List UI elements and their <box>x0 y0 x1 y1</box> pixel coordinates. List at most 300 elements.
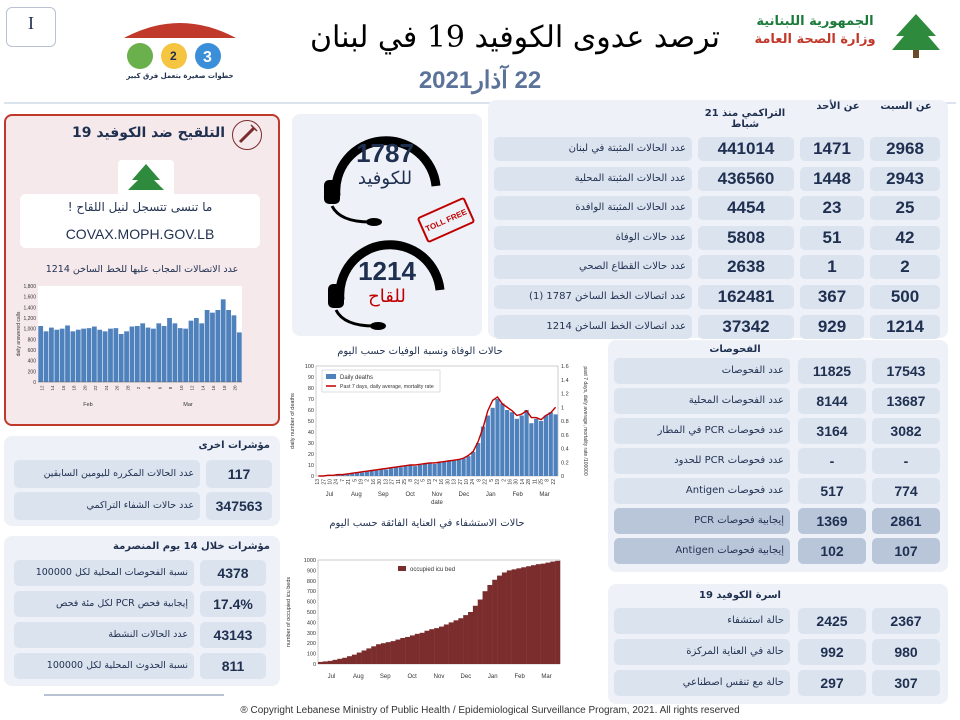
calls-bar <box>162 326 167 382</box>
stat-cumulative: 441014 <box>698 137 794 161</box>
calls-y-tick: 0 <box>33 380 36 386</box>
icu-bar <box>410 635 415 664</box>
icu-bar <box>371 646 376 664</box>
calls-bar <box>54 330 59 382</box>
vaccine-hotline-label: للقاح <box>368 286 406 307</box>
calls-x-tick: 28 <box>125 385 131 391</box>
stat-cumulative: 4454 <box>698 196 794 220</box>
icu-y-tick: 600 <box>306 599 316 606</box>
calls-bar <box>92 327 97 382</box>
svg-text:3: 3 <box>203 49 212 66</box>
stat-cumulative: 162481 <box>698 285 794 309</box>
calls-bar <box>130 327 135 382</box>
calls-bar <box>156 323 161 382</box>
icu-y-tick: 500 <box>306 610 316 616</box>
other-indicator-value: 347563 <box>206 492 272 520</box>
icu-month-label: Sep <box>379 674 391 680</box>
stat-sunday: 367 <box>800 285 864 309</box>
icu-bar <box>521 567 526 664</box>
deaths-x-tick: 16 <box>439 479 446 485</box>
deaths-x-tick: 27 <box>389 479 396 485</box>
calls-bar <box>151 329 156 382</box>
calls-bar <box>146 328 151 382</box>
icu-bar <box>386 642 391 664</box>
deaths-x-tick: 22 <box>482 479 489 485</box>
tests-title: الفحوصات <box>709 344 761 355</box>
stat-sunday: 1448 <box>800 167 864 191</box>
deaths-chart <box>286 358 592 522</box>
deaths-x-tick: 8 <box>408 479 415 482</box>
test-sunday: 3164 <box>798 418 866 444</box>
page-title: ترصد عدوى الكوفيد 19 في لبنان <box>309 20 721 55</box>
legend-label-deaths: Daily deaths <box>340 375 374 381</box>
deaths-x-tick: 19 <box>426 479 433 485</box>
icu-y-tick: 200 <box>306 641 316 648</box>
icu-y-tick: 400 <box>306 620 316 627</box>
deaths-bar <box>360 473 364 476</box>
deaths-x-tick: 5 <box>420 479 427 482</box>
campaign-slogan-ar: خطوات صغيرة بتعمل فرق كبير <box>126 72 234 80</box>
deaths-y-tick: 30 <box>307 441 314 447</box>
deaths-y2-tick: 0.2 <box>561 460 569 467</box>
test-sunday: 517 <box>798 478 866 504</box>
stat-sunday: 1 <box>800 255 864 279</box>
deaths-x-tick: 24 <box>470 479 477 485</box>
icu-y-tick: 1000 <box>303 558 316 564</box>
calls-bar <box>140 323 145 382</box>
calls-bar <box>178 328 183 382</box>
test-sunday: - <box>798 448 866 474</box>
stat-sunday: 23 <box>800 196 864 220</box>
icu-month-label: Jul <box>327 674 336 680</box>
calls-bar <box>167 318 172 382</box>
deaths-x-tick: 16 <box>507 479 514 485</box>
test-saturday: 13687 <box>872 388 940 414</box>
deaths-bar <box>549 412 553 476</box>
calls-y-tick: 1,200 <box>23 316 36 322</box>
toll-free-text: TOLL FREE <box>424 206 468 234</box>
deaths-bar <box>510 412 514 476</box>
calls-x-tick: 20 <box>232 385 238 391</box>
deaths-month-label: Dec <box>458 492 470 498</box>
test-saturday: 17543 <box>872 358 940 384</box>
icu-bar <box>555 561 560 664</box>
campaign-slogan-en: SMALL STEPS MAKE A BIG IMPACT <box>129 18 233 24</box>
calls-chart <box>14 278 254 418</box>
calls-bar <box>81 329 86 382</box>
calls-bar <box>215 310 220 382</box>
deaths-x-tick: 22 <box>550 479 557 485</box>
calls-bar <box>210 313 215 382</box>
calls-y-tick: 1,000 <box>23 326 36 333</box>
deaths-x-tick: 13 <box>451 479 458 485</box>
icu-bar <box>337 659 342 664</box>
bed-sunday: 992 <box>798 639 866 665</box>
stat-cumulative: 5808 <box>698 226 794 250</box>
calls-bar <box>119 334 124 382</box>
vaccine-registration-url[interactable]: COVAX.MOPH.GOV.LB <box>65 226 215 242</box>
stat-saturday: 25 <box>870 196 940 220</box>
deaths-x-tick: 19 <box>358 479 365 485</box>
deaths-y-tick: 90 <box>307 375 314 381</box>
calls-x-tick: 10 <box>178 385 184 391</box>
icu-bar <box>492 580 497 664</box>
calls-y-tick: 800 <box>27 337 36 344</box>
calls-y-tick: 1,800 <box>23 284 36 290</box>
icu-bar <box>444 624 449 664</box>
icu-bar <box>497 576 502 664</box>
deaths-x-tick: 16 <box>370 479 377 485</box>
icu-bar <box>328 661 333 664</box>
cedar-icon <box>890 10 942 62</box>
calls-month-label: Mar <box>183 402 193 408</box>
calls-x-tick: 6 <box>157 386 163 390</box>
deaths-x-tick: 2 <box>433 479 439 482</box>
icu-bar <box>395 640 400 664</box>
test-label: عدد فحوصات Antigen <box>614 478 790 504</box>
col-header-sunday: عن الأحد <box>816 101 860 112</box>
other-indicator-value: 117 <box>206 460 272 488</box>
icu-y-tick: 900 <box>306 568 316 575</box>
page-number: I <box>28 13 34 33</box>
deaths-month-label: Jul <box>325 492 334 498</box>
icu-y-tick: 800 <box>306 578 316 585</box>
test-label: عدد الفحوصات <box>614 358 790 384</box>
deaths-x-tick: 10 <box>464 479 471 485</box>
ministry-name-line1: الجمهورية اللبنانية <box>756 14 874 29</box>
deaths-month-label: Sep <box>377 492 389 498</box>
deaths-x-tick: 13 <box>315 479 322 485</box>
stat-saturday: 42 <box>870 226 940 250</box>
icu-month-label: Dec <box>460 674 472 680</box>
legend-swatch-icu <box>398 566 406 571</box>
deaths-bar <box>500 403 504 476</box>
calls-x-tick: 16 <box>211 385 217 391</box>
icu-bar <box>362 650 367 664</box>
icu-bar <box>526 566 531 664</box>
deaths-x-tick: 30 <box>445 479 452 485</box>
calls-bar <box>189 321 194 382</box>
deaths-y-tick: 60 <box>307 408 314 414</box>
calls-bar <box>226 310 231 382</box>
deaths-bar <box>476 443 480 476</box>
calls-bar <box>97 330 102 382</box>
calls-x-tick: 22 <box>93 385 99 391</box>
test-label: عدد فحوصات PCR للحدود <box>614 448 790 474</box>
other-indicators-title: مؤشرات اخرى <box>198 440 270 451</box>
deaths-bar <box>544 416 548 477</box>
calls-x-tick: 18 <box>221 385 227 391</box>
calls-bar <box>60 329 65 382</box>
icu-month-label: Oct <box>407 674 417 680</box>
icu-bar <box>449 622 454 664</box>
icu-bar <box>424 631 429 664</box>
icu-bar <box>541 564 546 664</box>
icu-month-label: Jan <box>487 674 498 680</box>
deaths-bar <box>413 466 417 476</box>
deaths-x-tick: 11 <box>532 479 539 485</box>
calls-bar <box>232 315 237 382</box>
calls-x-tick: 14 <box>200 385 206 391</box>
calls-x-tick: 4 <box>146 386 152 390</box>
legend-swatch-deaths <box>326 374 336 379</box>
stat-cumulative: 2638 <box>698 255 794 279</box>
icu-month-label: Feb <box>514 674 525 680</box>
deaths-bar <box>495 399 499 476</box>
deaths-bar <box>394 467 398 476</box>
calls-bar <box>65 325 70 382</box>
icu-bar <box>415 634 420 664</box>
icu-bar <box>429 629 434 664</box>
deaths-bar <box>462 458 466 476</box>
icu-bar <box>391 641 396 664</box>
deaths-y-tick: 40 <box>307 430 314 436</box>
syringe-icon <box>232 120 262 150</box>
deaths-y-tick: 70 <box>307 397 314 403</box>
calls-month-label: Feb <box>83 402 93 408</box>
deaths-bar <box>553 414 557 476</box>
stat-label: عدد اتصالات الخط الساخن 1787 (1) <box>494 285 692 309</box>
calls-chart-title: عدد الاتصالات المجاب عليها للخط الساخن 1214 <box>45 264 239 275</box>
icu-bar <box>487 585 492 664</box>
deaths-x-tick: 7 <box>339 479 346 482</box>
calls-x-tick: 18 <box>71 385 77 391</box>
deaths-bar <box>539 421 543 476</box>
legend-label-icu: occupied icu bed <box>410 567 456 573</box>
deaths-bar <box>529 423 533 476</box>
icu-bar <box>347 656 352 664</box>
legend-label-rate: Past 7 days, daily average, mortality rate <box>340 384 434 390</box>
icu-bar <box>531 565 536 664</box>
calls-y-tick: 600 <box>27 348 36 354</box>
icu-bar <box>400 638 405 664</box>
icu-bar <box>352 655 357 664</box>
icu-y-tick: 700 <box>306 589 316 596</box>
calls-bar <box>44 331 49 382</box>
report-date: 22 آذار2021 <box>418 67 542 94</box>
calls-bar <box>103 331 108 382</box>
deaths-x-label: date <box>431 500 443 506</box>
calls-bar <box>76 330 81 382</box>
icu-y-label: number of occupied icu beds <box>286 576 292 648</box>
calls-bar <box>113 328 118 382</box>
test-sunday: 102 <box>798 538 866 564</box>
deaths-month-label: Nov <box>431 492 443 498</box>
bed-sunday: 297 <box>798 670 866 696</box>
calls-bar <box>124 331 129 382</box>
deaths-bar <box>379 469 383 476</box>
calls-x-tick: 8 <box>168 386 174 390</box>
deaths-x-tick: 11 <box>395 479 402 485</box>
deaths-y2-tick: 1 <box>561 405 565 412</box>
icu-bar <box>507 570 512 664</box>
bed-saturday: 307 <box>872 670 940 696</box>
icu-chart <box>282 534 572 696</box>
test-sunday: 11825 <box>798 358 866 384</box>
deaths-y-tick: 50 <box>307 419 314 425</box>
deaths-x-tick: 8 <box>544 479 551 482</box>
deaths-bar <box>515 419 519 476</box>
icu-bar <box>512 569 517 664</box>
test-saturday: 107 <box>872 538 940 564</box>
indicator-14-value: 4378 <box>200 560 266 586</box>
deaths-bar <box>432 464 436 476</box>
ministry-name-line2: وزارة الصحة العامة <box>754 32 876 47</box>
icu-month-label: Mar <box>541 674 552 680</box>
test-label: إيجابية فحوصات PCR <box>614 508 790 534</box>
icu-bar <box>478 600 483 664</box>
deaths-y2-tick: 1.2 <box>561 391 569 398</box>
test-saturday: 774 <box>872 478 940 504</box>
deaths-bar <box>384 469 388 476</box>
svg-text:2: 2 <box>170 49 177 63</box>
icu-bar <box>502 572 507 664</box>
icu-bar <box>454 620 459 664</box>
indicator-14-label: إيجابية فحص PCR لكل مئة فحص <box>14 591 194 617</box>
indicator-14-value: 17.4% <box>200 591 266 617</box>
deaths-y2-tick: 0.6 <box>561 432 569 439</box>
icu-y-tick: 100 <box>306 651 316 658</box>
icu-bar <box>381 643 386 664</box>
deaths-x-tick: 21 <box>346 479 353 485</box>
stat-sunday: 51 <box>800 226 864 250</box>
col-header-saturday: عن السبت <box>880 101 932 112</box>
stat-saturday: 2 <box>870 255 940 279</box>
deaths-x-tick: 25 <box>401 479 408 485</box>
calls-bar <box>194 318 199 382</box>
deaths-x-tick: 14 <box>519 479 526 485</box>
icu-chart-title: حالات الاستشفاء في العناية الفائقة حسب اليوم <box>329 518 525 529</box>
calls-y-tick: 1,600 <box>23 294 36 301</box>
deaths-x-tick: 5 <box>352 479 359 482</box>
test-sunday: 8144 <box>798 388 866 414</box>
calls-bar <box>183 329 188 382</box>
calls-bar <box>205 310 210 382</box>
calls-x-tick: 26 <box>114 385 120 391</box>
deaths-month-label: Mar <box>539 492 550 498</box>
indicator-14-value: 43143 <box>200 622 266 648</box>
col-header-cumulative: التراكمي منذ 21 شباط <box>704 108 786 130</box>
deaths-bar <box>452 461 456 476</box>
icu-bar <box>545 563 550 664</box>
deaths-x-tick: 22 <box>414 479 421 485</box>
deaths-bar <box>524 410 528 476</box>
deaths-x-tick: 24 <box>333 479 340 485</box>
icu-bar <box>366 648 371 664</box>
icu-month-label: Aug <box>352 674 364 680</box>
stat-saturday: 2968 <box>870 137 940 161</box>
calls-bar <box>38 326 43 382</box>
bed-label: حالة مع تنفس اصطناعي <box>614 670 790 696</box>
calls-x-tick: 2 <box>136 386 141 390</box>
calls-bar <box>49 328 54 382</box>
deaths-x-tick: 13 <box>383 479 390 485</box>
deaths-bar <box>403 466 407 476</box>
deaths-bar <box>428 463 432 476</box>
deaths-bar <box>442 462 446 476</box>
deaths-x-tick: 2 <box>364 479 371 482</box>
deaths-bar <box>520 416 524 477</box>
deaths-y-tick: 10 <box>307 463 314 469</box>
deaths-y2-tick: 1.6 <box>561 364 569 370</box>
deaths-bar <box>365 472 369 476</box>
stat-label: عدد حالات الوفاة <box>494 226 692 250</box>
copyright: ® Copyright Lebanese Ministry of Public Health / Epidemiological Surveillance Program, 2021. All rights reserved <box>240 705 740 716</box>
deaths-bar <box>399 467 403 476</box>
deaths-x-tick: 25 <box>538 479 545 485</box>
icu-bar <box>420 633 425 664</box>
indicator-14-label: نسبة الحدوث المحلية لكل 100000 <box>14 653 194 679</box>
icu-bar <box>468 612 473 664</box>
deaths-bar <box>534 419 538 476</box>
deaths-y2-tick: 0.8 <box>561 419 569 425</box>
deaths-month-label: Feb <box>512 492 523 498</box>
icu-y-tick: 300 <box>306 630 316 637</box>
deaths-x-tick: 30 <box>513 479 520 485</box>
deaths-x-tick: 8 <box>476 479 483 482</box>
icu-bar <box>376 644 381 664</box>
deaths-month-label: Oct <box>405 492 415 498</box>
icu-bar <box>536 564 541 664</box>
calls-y-tick: 1,400 <box>23 305 36 312</box>
deaths-bar <box>491 408 495 476</box>
test-saturday: - <box>872 448 940 474</box>
indicators-14-title: مؤشرات خلال 14 يوم المنصرمة <box>113 541 270 552</box>
deaths-bar <box>505 410 509 476</box>
stat-label: عدد الحالات المثبتة في لبنان <box>494 137 692 161</box>
calls-x-tick: 12 <box>189 385 195 391</box>
icu-bar <box>357 653 362 664</box>
stat-label: عدد الحالات المثبتة المحلية <box>494 167 692 191</box>
stat-label: عدد حالات القطاع الصحي <box>494 255 692 279</box>
test-sunday: 1369 <box>798 508 866 534</box>
bed-saturday: 2367 <box>872 608 940 634</box>
calls-bar <box>199 323 204 382</box>
icu-bar <box>434 628 439 664</box>
icu-bar <box>405 637 410 664</box>
bed-label: حالة استشفاء <box>614 608 790 634</box>
stat-saturday: 500 <box>870 285 940 309</box>
bed-label: حالة في العناية المركزة <box>614 639 790 665</box>
deaths-x-tick: 28 <box>526 479 533 485</box>
icu-bar <box>333 660 338 664</box>
deaths-x-tick: 27 <box>321 479 328 485</box>
test-label: عدد الفحوصات المحلية <box>614 388 790 414</box>
other-indicator-label: عدد الحالات المكرره لليومين السابقين <box>14 460 200 488</box>
deaths-bar <box>471 452 475 476</box>
calls-y-tick: 400 <box>27 358 36 365</box>
deaths-bar <box>486 416 490 477</box>
calls-x-tick: 16 <box>60 385 66 391</box>
icu-bar <box>516 568 521 664</box>
deaths-y-tick: 100 <box>304 364 314 370</box>
calls-bar <box>173 323 178 382</box>
test-saturday: 3082 <box>872 418 940 444</box>
icu-bar <box>473 606 478 664</box>
deaths-bar <box>457 460 461 477</box>
icu-bar <box>550 562 555 664</box>
indicator-14-label: عدد الحالات النشطة <box>14 622 194 648</box>
deaths-y-label: daily number of deaths <box>290 393 296 449</box>
deaths-x-tick: 30 <box>377 479 384 485</box>
deaths-bar <box>466 456 470 476</box>
beds-title: اسرة الكوفيد 19 <box>699 590 781 601</box>
stat-cumulative: 436560 <box>698 167 794 191</box>
calls-x-tick: 24 <box>103 385 109 391</box>
deaths-x-tick: 19 <box>495 479 502 485</box>
deaths-month-label: Jan <box>485 492 496 498</box>
deaths-y2-tick: 0.4 <box>561 446 569 453</box>
